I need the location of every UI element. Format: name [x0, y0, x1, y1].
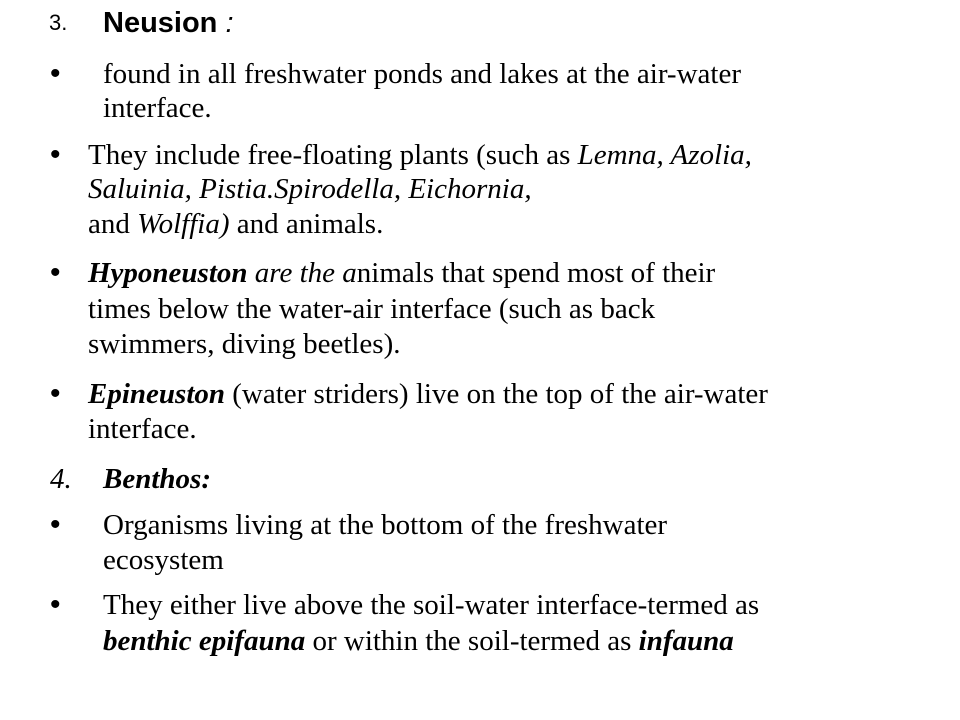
bullet-5-line-2: ecosystem: [103, 544, 224, 576]
bullet-icon: •: [50, 588, 61, 621]
bullet-6-line-2: benthic epifauna or within the soil-termed as infauna: [103, 625, 734, 657]
bullet-icon: •: [50, 138, 61, 171]
bullet-6-line-1: They either live above the soil-water interface-termed as: [103, 589, 760, 621]
section-4-title: Benthos:: [103, 463, 211, 495]
section-4-number: 4.: [50, 463, 72, 495]
bullet-1-line-1: found in all freshwater ponds and lakes at the air-water: [103, 58, 741, 90]
bullet-icon: •: [50, 377, 61, 410]
section-3-number: 3.: [49, 10, 68, 35]
bullet-4-line-2: interface.: [88, 413, 197, 445]
bullet-3-line-2: times below the water-air interface (such as back: [88, 293, 656, 325]
bullet-2-line-2: Saluinia, Pistia.Spirodella, Eichornia,: [88, 173, 532, 205]
bullet-2-line-3: and Wolffia) and animals.: [88, 208, 384, 240]
bullet-icon: •: [50, 57, 61, 90]
bullet-3-line-3: swimmers, diving beetles).: [88, 328, 401, 360]
bullet-4-line-1: Epineuston (water striders) live on the top of the air-water: [88, 378, 768, 410]
bullet-2-line-1: They include free-floating plants (such as Lemna, Azolia,: [88, 139, 752, 171]
section-3-title: Neusion :: [103, 7, 234, 39]
bullet-icon: •: [50, 508, 61, 541]
bullet-1-line-2: interface.: [103, 92, 212, 124]
bullet-icon: •: [50, 256, 61, 289]
bullet-5-line-1: Organisms living at the bottom of the freshwater: [103, 509, 668, 541]
bullet-3-line-1: Hyponeuston are the animals that spend most of their: [88, 257, 716, 289]
